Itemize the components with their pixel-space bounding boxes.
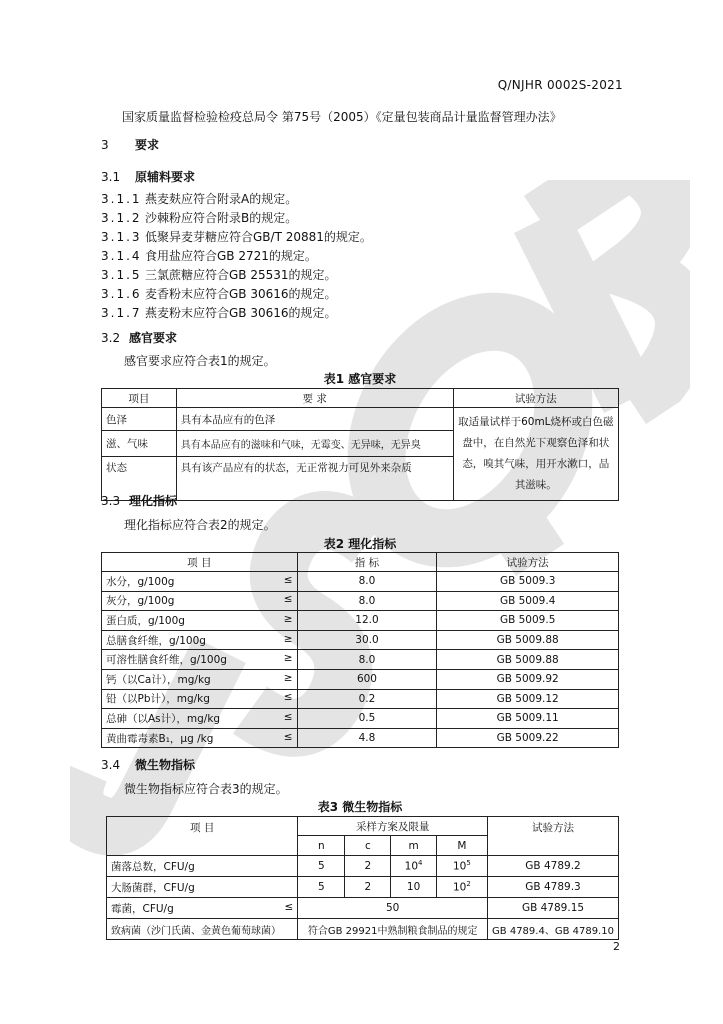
cell-method: GB 5009.88 — [437, 630, 619, 650]
table-row — [102, 669, 619, 689]
list-item — [101, 190, 297, 207]
table-row — [107, 877, 619, 898]
cell-item — [102, 689, 298, 709]
cell-item — [107, 898, 298, 919]
value-exponent: 5 — [466, 859, 471, 868]
table-row — [102, 591, 619, 611]
item-number: 3.1.1 — [101, 192, 142, 206]
table-row — [107, 898, 619, 919]
item-number: 3.1.2 — [101, 211, 142, 225]
cell-method: GB 4789.2 — [488, 856, 619, 877]
table-row — [107, 856, 619, 877]
cell-item: 菌落总数，CFU/g — [107, 856, 298, 877]
column-header: M — [436, 836, 487, 856]
item-text: 沙棘粉应符合附录B的规定。 — [145, 211, 298, 225]
table-1-caption: 表1 感官要求 — [323, 372, 397, 386]
item-text: 燕麦粉末应符合GB 30616的规定。 — [145, 306, 337, 320]
section-title: 理化指标 — [129, 494, 178, 508]
section-number: 3 — [101, 138, 109, 152]
cell-requirement: 具有该产品应有的状态，无正常视力可见外来杂质 — [176, 456, 453, 500]
cell-value: 8.0 — [297, 572, 437, 592]
cell-n: 5 — [298, 856, 345, 877]
list-item — [101, 228, 372, 245]
cell-item: 大肠菌群，CFU/g — [107, 877, 298, 898]
section-intro: 理化指标应符合表2的规定。 — [124, 518, 276, 532]
item-text: 低聚异麦芽糖应符合GB/T 20881的规定。 — [145, 230, 372, 244]
table-1-sensory — [101, 388, 619, 501]
cell-value: 0.2 — [297, 689, 437, 709]
column-header: 项 目 — [107, 817, 298, 856]
item-number: 3.1.5 — [101, 268, 142, 282]
cell-method: GB 4789.4、GB 4789.10 — [488, 919, 619, 940]
section-number: 3.4 — [101, 758, 121, 772]
item-label: 铅（以Pb计），mg/kg — [106, 693, 210, 706]
section-3-3-heading — [101, 492, 177, 509]
cell-c: 2 — [345, 856, 391, 877]
section-3-2-heading — [101, 329, 177, 346]
cell-value: 30.0 — [297, 630, 437, 650]
column-header: 试验方法 — [453, 389, 618, 408]
cell-value: 12.0 — [297, 611, 437, 631]
section-number: 3.2 — [101, 331, 121, 345]
cell-item — [102, 572, 298, 592]
item-label: 灰分，g/100g — [106, 595, 175, 608]
column-header: 项目 — [102, 389, 177, 408]
item-number: 3.1.3 — [101, 230, 142, 244]
section-title: 微生物指标 — [135, 758, 196, 772]
cell-item: 色泽 — [102, 408, 177, 431]
comparison-operator: ≥ — [283, 632, 293, 645]
section-3-heading — [101, 136, 159, 153]
cell-test-method: 取适量试样于60mL烧杯或白色磁盘中，在自然光下观察色泽和状态，嗅其气味，用开水漱口，品其滋味。 — [453, 408, 618, 501]
table-3-microbiological — [106, 816, 619, 940]
cell-item — [102, 709, 298, 729]
cell-method: GB 4789.3 — [488, 877, 619, 898]
cell-item: 滋、气味 — [102, 431, 177, 457]
table-row — [102, 572, 619, 592]
section-number: 3.1 — [101, 170, 121, 184]
table-row — [102, 689, 619, 709]
table-row — [102, 650, 619, 670]
cell-m — [391, 877, 436, 898]
cell-method: GB 5009.4 — [437, 591, 619, 611]
table-row — [102, 709, 619, 729]
item-label: 蛋白质，g/100g — [106, 614, 185, 627]
comparison-operator: ≥ — [283, 652, 293, 665]
table-2-caption: 表2 理化指标 — [323, 537, 397, 551]
item-number: 3.1.4 — [101, 249, 142, 263]
table-row — [107, 919, 619, 940]
item-label: 黄曲霉毒素B₁，μg /kg — [106, 732, 214, 745]
cell-value: 4.8 — [297, 728, 437, 748]
list-item — [101, 266, 337, 283]
cell-M — [436, 877, 487, 898]
section-title: 要求 — [135, 138, 160, 152]
section-3-4-heading — [101, 756, 195, 773]
cell-item: 致病菌（沙门氏菌、金黄色葡萄球菌） — [107, 919, 298, 940]
cell-n: 5 — [298, 877, 345, 898]
list-item — [101, 304, 337, 321]
cell-method: GB 5009.3 — [437, 572, 619, 592]
column-header: c — [345, 836, 391, 856]
item-label: 钙（以Ca计），mg/kg — [106, 673, 211, 686]
table-row — [102, 408, 619, 431]
section-title: 原辅料要求 — [135, 170, 196, 184]
cell-value: 600 — [297, 669, 437, 689]
standard-code: Q/NJHR 0002S-2021 — [497, 78, 623, 92]
cell-m — [391, 856, 436, 877]
item-number: 3.1.7 — [101, 306, 142, 320]
item-text: 麦香粉末应符合GB 30616的规定。 — [145, 287, 337, 301]
cell-item — [102, 591, 298, 611]
column-header: 指 标 — [297, 553, 437, 572]
cell-value: 50 — [298, 898, 488, 919]
cell-M — [436, 856, 487, 877]
value-base: 10 — [406, 881, 421, 893]
value-exponent: 4 — [418, 859, 423, 868]
item-label: 总膳食纤维，g/100g — [106, 634, 206, 647]
table-3-caption: 表3 微生物指标 — [317, 800, 403, 814]
cell-requirement: 具有本品应有的滋味和气味，无霉变、无异味，无异臭 — [176, 431, 453, 457]
item-label: 可溶性膳食纤维，g/100g — [106, 654, 227, 667]
watermark-letter-b — [540, 180, 684, 400]
comparison-operator: ≤ — [283, 573, 293, 586]
page-number: 2 — [613, 940, 620, 953]
column-header: 采样方案及限量 — [298, 817, 488, 836]
section-title: 感官要求 — [129, 331, 178, 345]
cell-method: GB 5009.92 — [437, 669, 619, 689]
cell-item — [102, 630, 298, 650]
column-header: 试验方法 — [437, 553, 619, 572]
item-text: 食用盐应符合GB 2721的规定。 — [145, 249, 317, 263]
section-3-1-heading — [101, 168, 195, 185]
list-item — [101, 209, 297, 226]
cell-value: 符合GB 29921中熟制粮食制品的规定 — [298, 919, 488, 940]
item-label: 霉菌，CFU/g — [111, 902, 174, 915]
item-label: 总砷（以As计），mg/kg — [106, 712, 221, 725]
cell-requirement: 具有本品应有的色泽 — [176, 408, 453, 431]
comparison-operator: ≤ — [283, 710, 293, 723]
value-base: 10 — [452, 860, 467, 873]
column-header: n — [298, 836, 345, 856]
list-item — [101, 247, 317, 264]
table-row — [102, 630, 619, 650]
table-header-row — [102, 553, 619, 572]
cell-method: GB 5009.5 — [437, 611, 619, 631]
column-header: 要 求 — [176, 389, 453, 408]
table-header-row — [102, 389, 619, 408]
cell-method: GB 4789.15 — [488, 898, 619, 919]
section-intro: 微生物指标应符合表3的规定。 — [124, 782, 288, 796]
cell-c: 2 — [345, 877, 391, 898]
column-header: 项 目 — [102, 553, 298, 572]
column-header: m — [391, 836, 436, 856]
section-number: 3.3 — [101, 494, 121, 508]
cell-method: GB 5009.12 — [437, 689, 619, 709]
cell-item — [102, 650, 298, 670]
list-item — [101, 285, 337, 302]
comparison-operator: ≤ — [284, 900, 294, 913]
comparison-operator: ≤ — [283, 691, 293, 704]
column-header: 试验方法 — [488, 817, 619, 856]
item-text: 三氯蔗糖应符合GB 25531的规定。 — [145, 268, 337, 282]
table-row — [102, 611, 619, 631]
cell-method: GB 5009.11 — [437, 709, 619, 729]
item-label: 水分，g/100g — [106, 575, 175, 588]
comparison-operator: ≤ — [283, 593, 293, 606]
item-number: 3.1.6 — [101, 287, 142, 301]
cell-value: 8.0 — [297, 591, 437, 611]
comparison-operator: ≥ — [283, 612, 293, 625]
section-intro: 感官要求应符合表1的规定。 — [124, 354, 276, 368]
value-base: 10 — [452, 881, 467, 894]
cell-value: 8.0 — [297, 650, 437, 670]
cell-method: GB 5009.88 — [437, 650, 619, 670]
table-2-physicochemical — [101, 552, 619, 748]
cell-item — [102, 611, 298, 631]
item-text: 燕麦麸应符合附录A的规定。 — [145, 192, 298, 206]
cell-item: 状态 — [102, 456, 177, 500]
comparison-operator: ≤ — [283, 730, 293, 743]
value-exponent: 2 — [466, 880, 471, 889]
value-base: 10 — [404, 860, 419, 873]
cell-item — [102, 728, 298, 748]
regulation-reference: 国家质量监督检验检疫总局令 第75号（2005）《定量包装商品计量监督管理办法》 — [122, 110, 562, 124]
cell-method: GB 5009.22 — [437, 728, 619, 748]
comparison-operator: ≥ — [283, 671, 293, 684]
cell-value: 0.5 — [297, 709, 437, 729]
cell-item — [102, 669, 298, 689]
table-header-row — [107, 817, 619, 836]
table-row — [102, 728, 619, 748]
